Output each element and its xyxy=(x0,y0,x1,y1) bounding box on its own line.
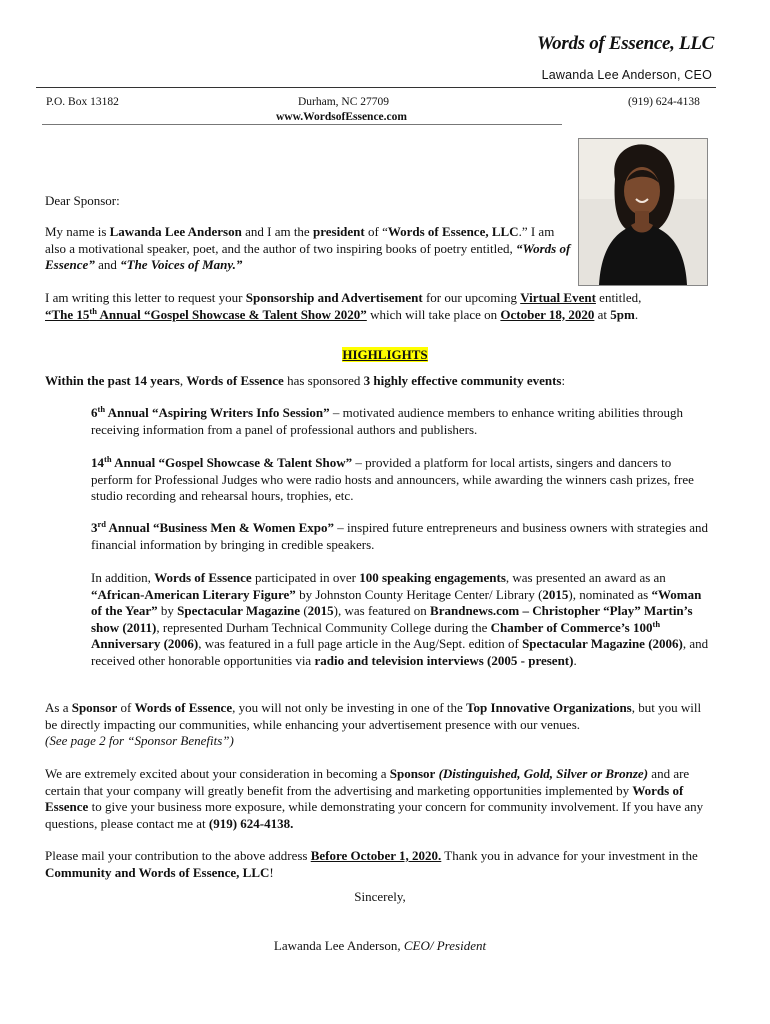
intro-text-5: and xyxy=(94,257,121,272)
request-text-3: entitled, xyxy=(595,290,642,305)
intro-paragraph xyxy=(45,224,575,274)
excited-text: to give your business more exposure, while demonstrating your concern for community involvement. If you have any questions, please contact me at xyxy=(45,799,704,831)
event-description: – inspired future entrepreneurs and business owners with strategies and financial information by bringing in credible speakers. xyxy=(91,520,709,552)
addition-text: by xyxy=(157,603,178,618)
addition-text: , was presented an award as an xyxy=(505,570,666,585)
addition-text: , represented Durham Technical Community College during the xyxy=(156,619,491,635)
author-name: Lawanda Lee Anderson xyxy=(109,224,242,239)
past-years-text-2: has sponsored xyxy=(283,373,364,388)
event-time: 5pm xyxy=(610,306,635,322)
past-years-line xyxy=(45,373,715,390)
event-date: October 18, 2020 xyxy=(500,306,595,322)
event-number: 6 xyxy=(91,405,98,420)
event-item xyxy=(91,455,715,505)
mail-paragraph xyxy=(45,848,715,881)
addition-bold: radio and television interviews (2005 - present) xyxy=(314,652,574,668)
event-title xyxy=(45,307,367,322)
sponsor-text: of xyxy=(117,700,135,715)
event-number-suffix: rd xyxy=(97,519,106,529)
po-box: P.O. Box 13182 xyxy=(46,96,119,108)
sponsor-benefits-note: (See page 2 for “Sponsor Benefits”) xyxy=(45,733,234,748)
intro-text-3: of “ xyxy=(364,224,388,239)
signature-name: Lawanda Lee Anderson, xyxy=(273,938,404,953)
event-title-sup: th xyxy=(89,305,97,316)
addition-text: ), was featured on xyxy=(333,603,431,618)
addition-bold: Brandnews.com – Christopher “Play” Martin’s show (2011) xyxy=(91,603,693,635)
sponsor-paragraph xyxy=(45,700,715,750)
author-role: president xyxy=(312,224,365,239)
signature-line xyxy=(0,938,760,955)
past-years-text-1: , xyxy=(179,373,187,388)
addition-bold: Spectacular Magazine xyxy=(177,603,301,618)
virtual-event: Virtual Event xyxy=(520,290,596,305)
request-paragraph xyxy=(45,290,715,323)
event-item xyxy=(91,520,715,553)
city-address: Durham, NC 27709 xyxy=(298,96,390,108)
excited-bold: Sponsor xyxy=(389,766,436,781)
addition-text: , and received other honorable opportunities via xyxy=(91,636,709,668)
sponsor-text: , but you will be directly impacting our communities, while enhancing your advertisement presence with our venues. xyxy=(45,700,702,732)
closing: Sincerely, xyxy=(354,889,406,904)
addition-bold: Spectacular Magazine (2006) xyxy=(522,636,683,651)
book-title-1: “Words of Essence” xyxy=(45,240,571,272)
excited-text: We are extremely excited about your consideration in becoming a xyxy=(45,766,390,781)
sponsorship-advertisement: Sponsorship and Advertisement xyxy=(245,290,423,305)
sponsor-bold: Top Innovative Organizations xyxy=(466,700,632,715)
event-title-pre: “The 15 xyxy=(45,306,90,322)
header-divider xyxy=(36,87,716,88)
request-text-5: at xyxy=(594,306,611,322)
mail-text: Thank you in advance for your investment in the xyxy=(441,848,698,863)
excited-paragraph xyxy=(45,766,715,832)
excited-bold: Words of Essence xyxy=(45,782,684,814)
event-title-post: Annual “Gospel Showcase & Talent Show 2020” xyxy=(96,306,367,322)
addition-text: participated in over xyxy=(251,570,360,585)
event-description: – motivated audience members to enhance writing abilities through receiving information from a panel of professional authors and publishers. xyxy=(91,405,684,437)
intro-text-1: My name is xyxy=(45,224,110,239)
event-number-suffix: th xyxy=(97,404,106,414)
contact-phone: (919) 624-4138. xyxy=(208,815,294,831)
past-years-bold-3: 3 highly effective community events xyxy=(363,373,562,388)
event-number: 14 xyxy=(91,455,104,470)
addition-text: ( xyxy=(300,603,308,618)
portrait-illustration xyxy=(579,139,707,285)
event-item xyxy=(91,405,715,438)
past-years-bold-1: Within the past 14 years xyxy=(45,373,180,388)
phone-number: (919) 624-4138 xyxy=(628,96,700,108)
addition-bold: 100 speaking engagements xyxy=(359,570,506,585)
event-title: Annual “Gospel Showcase & Talent Show” xyxy=(111,455,353,470)
highlights-heading: HIGHLIGHTS xyxy=(342,347,428,362)
greeting: Dear Sponsor: xyxy=(45,193,120,208)
event-number: 3 xyxy=(91,520,98,535)
event-number-suffix: th xyxy=(104,454,112,464)
addition-paragraph xyxy=(91,570,715,669)
event-title: Annual “Business Men & Women Expo” xyxy=(106,520,335,535)
portrait-photo xyxy=(578,138,708,286)
request-text-6: . xyxy=(634,306,639,322)
sponsor-text: , you will not only be investing in one of the xyxy=(232,700,467,715)
addition-text: by Johnston County Heritage Center/ Library ( xyxy=(295,586,543,602)
addition-bold: Chamber of Commerce’s 100 xyxy=(490,619,653,635)
deadline-date: Before October 1, 2020. xyxy=(310,848,442,863)
mail-text: Please mail your contribution to the above address xyxy=(45,848,311,863)
mail-text: ! xyxy=(269,864,274,880)
event-description: – provided a platform for local artists, singers and dancers to perform for Professional Judges who were radio hosts and announcers, while awarding the winners cash prizes, free studio recording and rehearsal hours, trophies, etc. xyxy=(91,455,694,503)
excited-text: and are certain that your company will greatly benefit from the advertising and marketing opportunities implemented by xyxy=(45,766,690,798)
sponsor-bold: Words of Essence xyxy=(134,700,233,715)
company-name: Words of Essence, LLC xyxy=(387,224,519,239)
addition-text: In addition, xyxy=(91,570,155,585)
addition-text: ), nominated as xyxy=(568,586,652,602)
signature-title: CEO/ President xyxy=(403,938,487,953)
ceo-line: Lawanda Lee Anderson, CEO xyxy=(541,68,712,82)
addition-bold: 2015 xyxy=(307,603,334,618)
addition-bold: Anniversary (2006) xyxy=(91,636,199,651)
past-years-text-3: : xyxy=(561,373,566,388)
company-logo-text: Words of Essence, LLC xyxy=(536,33,714,54)
sponsor-levels: (Distinguished, Gold, Silver or Bronze) xyxy=(438,766,649,781)
mail-bold: Community and Words of Essence, LLC xyxy=(45,864,270,880)
request-text-1: I am writing this letter to request your xyxy=(45,290,246,305)
request-text-2: for our upcoming xyxy=(422,290,521,305)
request-text-4: which will take place on xyxy=(366,306,501,322)
book-title-2: “The Voices of Many.” xyxy=(120,257,243,272)
addition-sup: th xyxy=(652,618,661,629)
intro-text-4: .” I am also a motivational speaker, poet, and the author of two inspiring books of poetry entitled, xyxy=(45,224,555,256)
past-years-bold-2: Words of Essence xyxy=(186,373,284,388)
addition-bold: Words of Essence xyxy=(154,570,252,585)
addition-text: . xyxy=(573,652,577,668)
sponsor-bold: Sponsor xyxy=(71,700,118,715)
addition-text: , was featured in a full page article in the Aug/Sept. edition of xyxy=(198,636,523,651)
website-address: www.WordsofEssence.com xyxy=(276,111,407,123)
highlights-heading-wrap xyxy=(0,347,770,364)
intro-text-2: and I am the xyxy=(241,224,313,239)
addition-bold: 2015 xyxy=(542,586,569,602)
address-divider xyxy=(42,124,562,125)
addition-bold: “Woman of the Year” xyxy=(91,586,702,618)
event-title: Annual “Aspiring Writers Info Session” xyxy=(105,405,330,420)
sponsor-text: As a xyxy=(45,700,72,715)
addition-bold: “African-American Literary Figure” xyxy=(91,586,296,602)
